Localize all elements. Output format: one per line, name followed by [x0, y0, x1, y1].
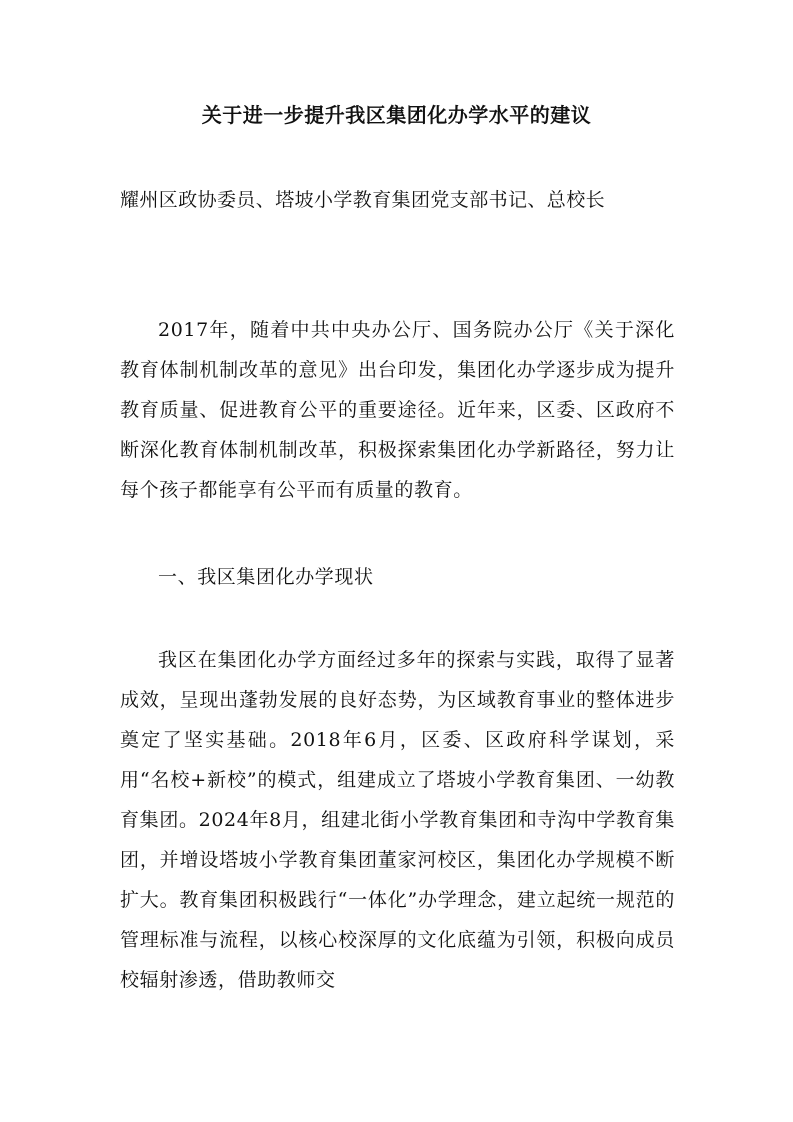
body-paragraph: 我区在集团化办学方面经过多年的探索与实践，取得了显著成效，呈现出蓬勃发展的良好态势，为区域教育事业的整体进步奠定了坚实基础。2018年6月，区委、区政府科学谋划，采用“名校+新校”的模式，组建成立了塔坡小学教育集团、一幼教育集团。2024年8月，组建北街小学教育集团和寺沟中学教育集团，并增设塔坡小学教育集团董家河校区，集团化办学规模不断扩大。教育集团积极践行“一体化”办学理念，建立起统一规范的管理标准与流程，以核心校深厚的文化底蕴为引领，积极向成员校辐射渗透，借助教师交: [120, 649, 675, 991]
document-title: 关于进一步提升我区集团化办学水平的建议: [201, 103, 592, 127]
intro-paragraph: 2017年，随着中共中央办公厅、国务院办公厅《关于深化教育体制机制改革的意见》出台印发，集团化办学逐步成为提升教育质量、促进教育公平的重要途径。近年来，区委、区政府不断深化教育体制机制改革，积极探索集团化办学新路径，努力让每个孩子都能享有公平而有质量的教育。: [120, 319, 675, 501]
section-heading: 一、我区集团化办学现状: [158, 566, 374, 588]
author-byline: 耀州区政协委员、塔坡小学教育集团党支部书记、总校长: [120, 189, 606, 211]
